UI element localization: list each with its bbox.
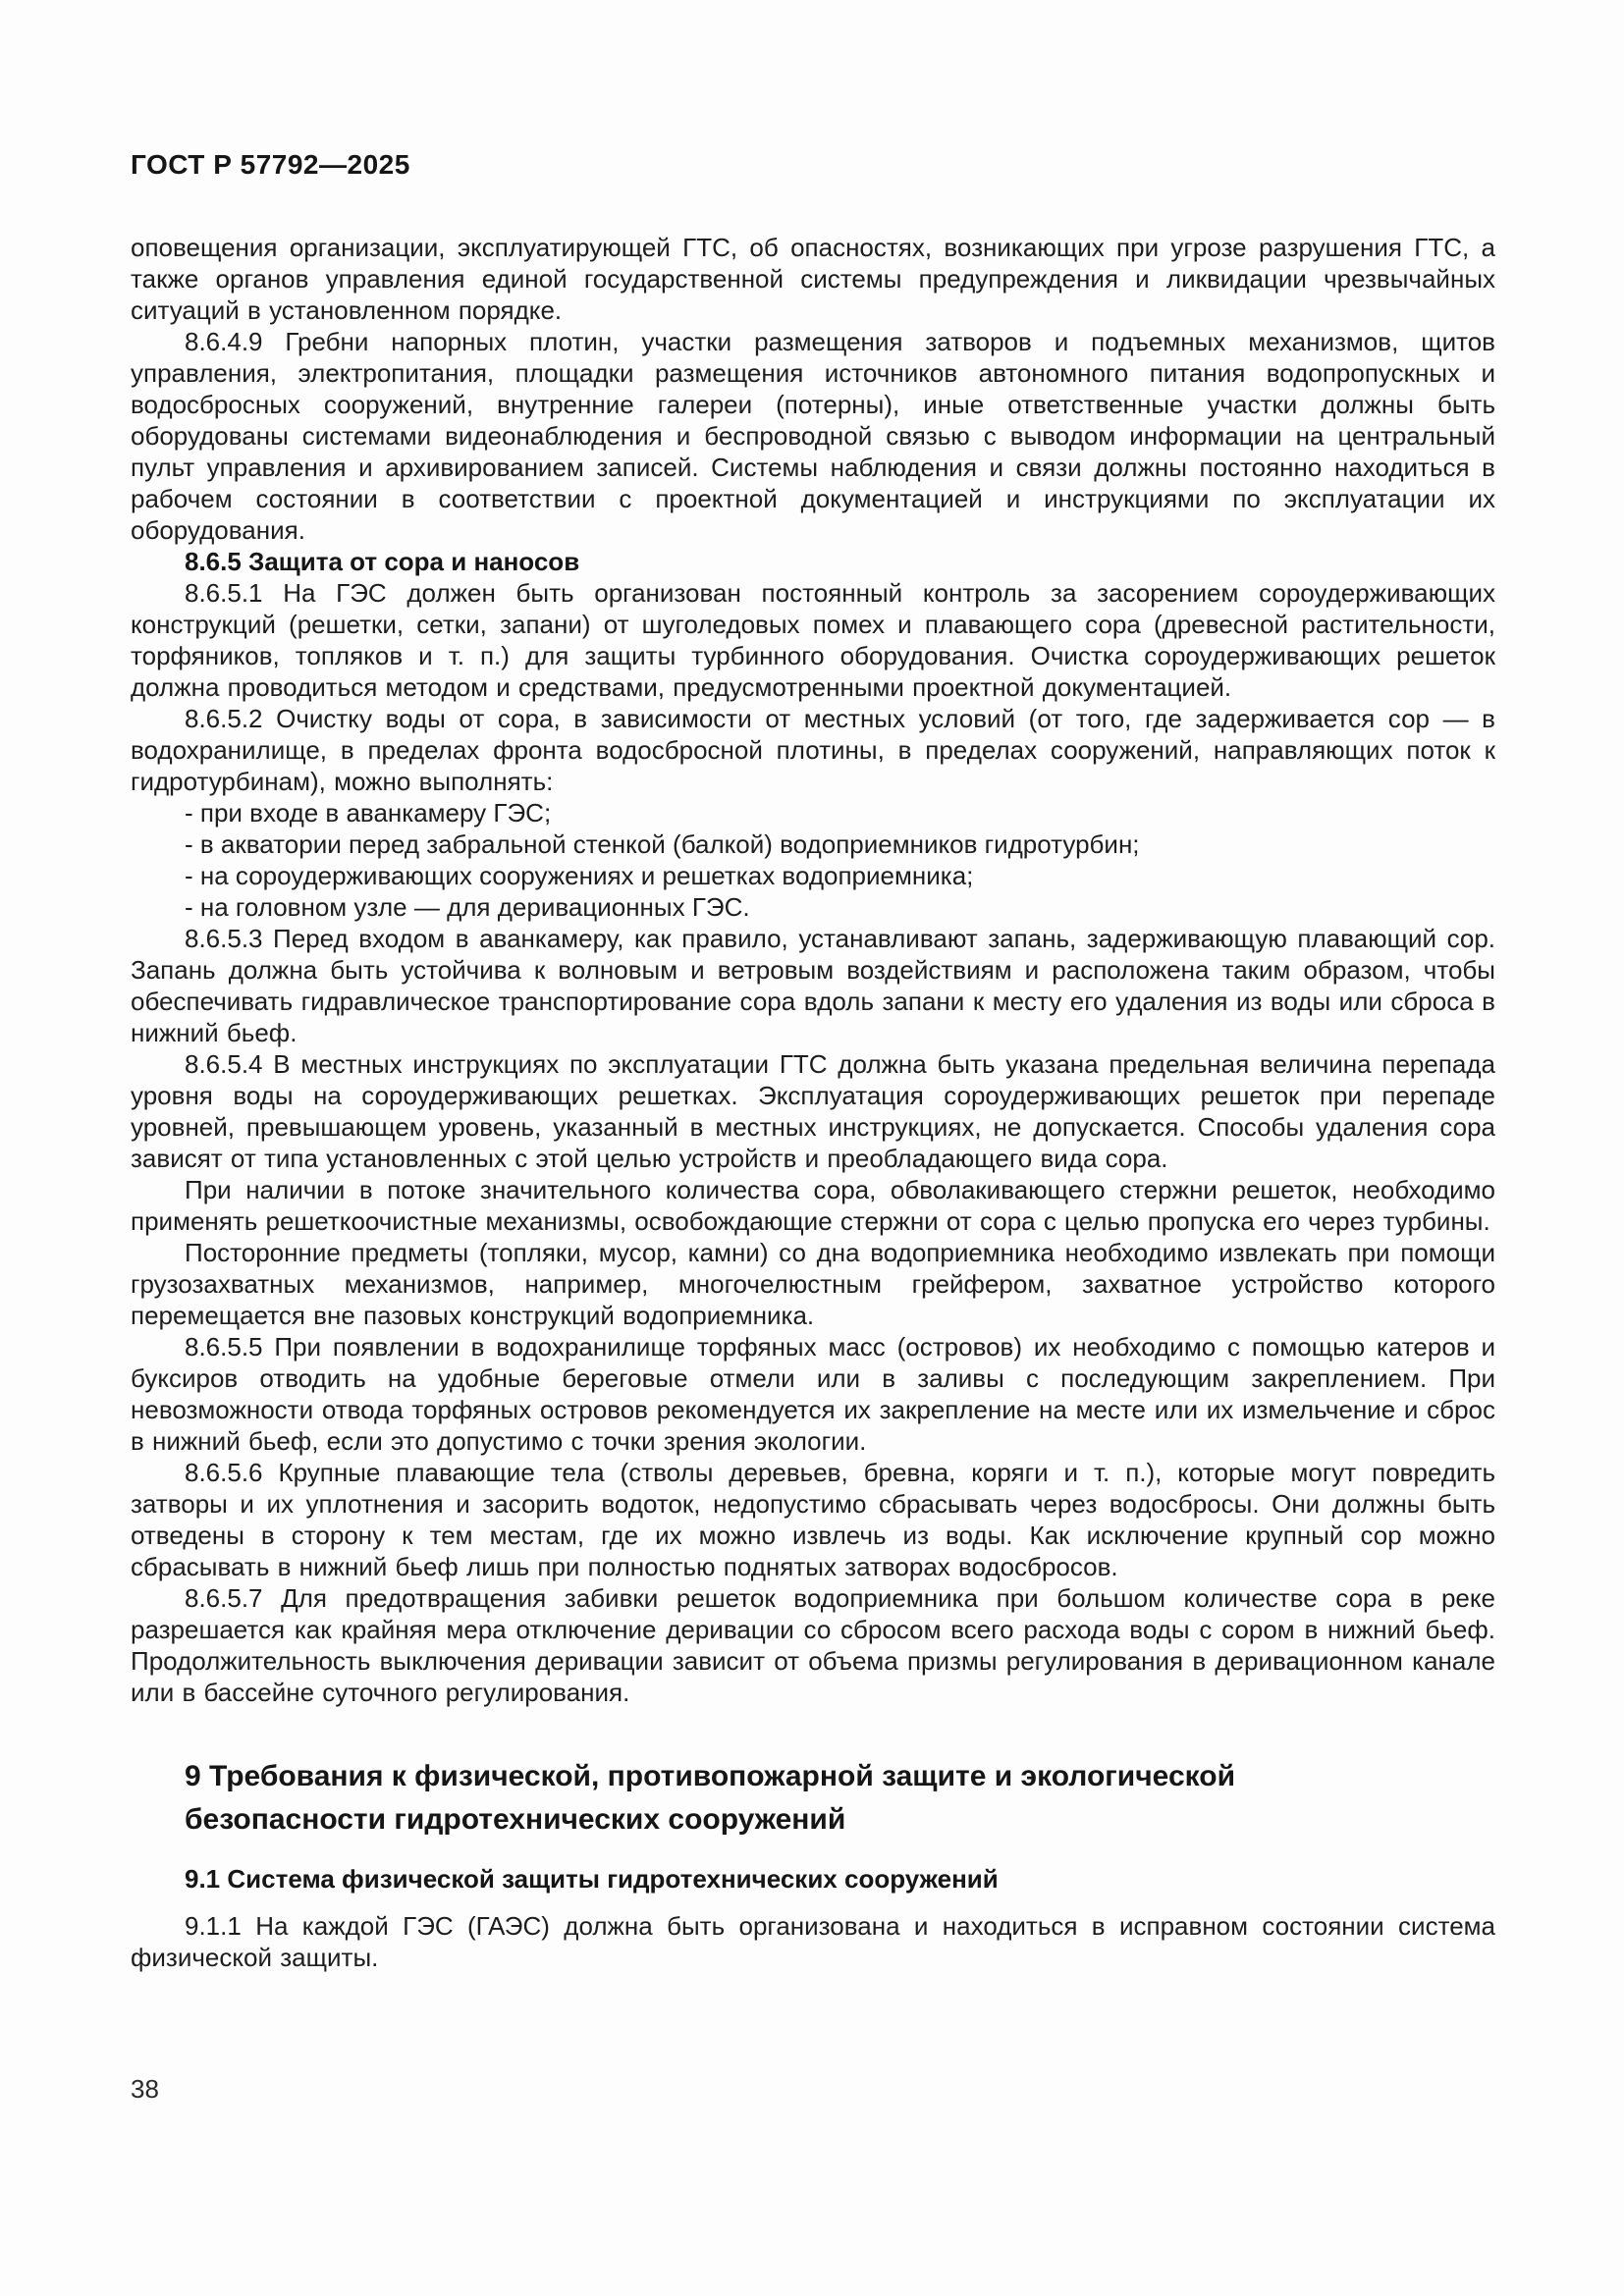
subsection-9-1-heading: 9.1 Система физической защиты гидротехнических сооружений <box>185 1864 999 1894</box>
list-item-sorouderzhivayushchie: - на сороудерживающих сооружениях и решетках водоприемника; <box>185 861 974 890</box>
list-item-avankamera: - при входе в аванкамеру ГЭС; <box>185 798 552 828</box>
paragraph-reshetkoochistnye: При наличии в потоке значительного количества сора, обволакивающего стержни решеток, необходимо применять решеткоочистные механизмы, освобождающие стержни от сора с целью пропуска его через турбины. <box>131 1175 1495 1236</box>
list-item-akvatoria: - в акватории перед забральной стенкой (балкой) водоприемников гидротурбин; <box>185 829 1140 859</box>
doc-number: ГОСТ Р 57792—2025 <box>131 149 410 180</box>
clause-9-1-1: 9.1.1 На каждой ГЭС (ГАЭС) должна быть организована и находиться в исправном состоянии система физической защиты. <box>131 1911 1495 1972</box>
clause-8-6-5-1: 8.6.5.1 На ГЭС должен быть организован постоянный контроль за засорением сороудерживающих конструкций (решетки, сетки, запани) от шуголедовых помех и плавающего сора (древесной растительности, торфяников, топляков и т. п.) для защиты турбинного оборудования. Очистка сороудерживающих решеток должна проводиться методом и средствами, предусмотренными проектной документацией. <box>131 578 1495 702</box>
page-number: 38 <box>131 2074 159 2104</box>
section-9-heading: 9 Требования к физической, противопожарной защите и экологической безопасности гидротехнических сооружений <box>185 1760 1236 1836</box>
paragraph-postoronnie-predmety: Посторонние предметы (топляки, мусор, камни) со дна водоприемника необходимо извлекать при помощи грузозахватных механизмов, например, многочелюстным грейфером, захватное устройство которого перемещается вне пазовых конструкций водоприемника. <box>131 1238 1495 1330</box>
clause-8-6-5-7: 8.6.5.7 Для предотвращения забивки решеток водоприемника при большом количестве сора в реке разрешается как крайняя мера отключение деривации со сбросом всего расхода воды с сором в нижний бьеф. Продолжительность выключения деривации зависит от объема призмы регулирования в деривационном канале или в бассейне суточного регулирования. <box>131 1583 1495 1707</box>
paragraph-continuation: оповещения организации, эксплуатирующей ГТС, об опасностях, возникающих при угрозе разрушения ГТС, а также органов управления единой государственной системы предупреждения и ликвидации чрезвычайных ситуаций в установленном порядке. <box>131 233 1495 325</box>
clause-8-6-5-3: 8.6.5.3 Перед входом в аванкамеру, как правило, устанавливают запань, задерживающую плавающий сор. Запань должна быть устойчива к волновым и ветровым воздействиям и расположена таким образом, чтобы обеспечивать гидравлическое транспортирование сора вдоль запани к месту его удаления из воды или сброса в нижний бьеф. <box>131 924 1495 1047</box>
clause-8-6-5-2: 8.6.5.2 Очистку воды от сора, в зависимости от местных условий (от того, где задерживается сор — в водохранилище, в пределах фронта водосбросной плотины, в пределах сооружений, направляющих поток к гидротурбинам), можно выполнять: <box>131 704 1495 796</box>
heading-8-6-5: 8.6.5 Защита от сора и наносов <box>185 547 580 576</box>
clause-8-6-4-9: 8.6.4.9 Гребни напорных плотин, участки размещения затворов и подъемных механизмов, щитов управления, электропитания, площадки размещения источников автономного питания водопропускных и водосбросных сооружений, внутренние галереи (потерны), иные ответственные участки должны быть оборудованы системами видеонаблюдения и беспроводной связью с выводом информации на центральный пульт управления и архивированием записей. Системы наблюдения и связи должны постоянно находиться в рабочем состоянии в соответствии с проектной документацией и инструкциями по эксплуатации их оборудования. <box>131 327 1495 545</box>
document-body <box>131 232 1495 1973</box>
clause-8-6-5-4: 8.6.5.4 В местных инструкциях по эксплуатации ГТС должна быть указана предельная величина перепада уровня воды на сороудерживающих решетках. Эксплуатация сороудерживающих решеток при перепаде уровней, превышающем уровень, указанный в местных инструкциях, не допускается. Способы удаления сора зависят от типа установленных с этой целью устройств и преобладающего вида сора. <box>131 1049 1495 1173</box>
list-item-golovnoy-uzel: - на головном узле — для деривационных ГЭС. <box>185 892 750 922</box>
clause-8-6-5-6: 8.6.5.6 Крупные плавающие тела (стволы деревьев, бревна, коряги и т. п.), которые могут повредить затворы и их уплотнения и засорить водоток, недопустимо сбрасывать через водосбросы. Они должны быть отведены в сторону к тем местам, где их можно извлечь из воды. Как исключение крупный сор можно сбрасывать в нижний бьеф лишь при полностью поднятых затворах водосбросов. <box>131 1458 1495 1581</box>
clause-8-6-5-5: 8.6.5.5 При появлении в водохранилище торфяных масс (островов) их необходимо с помощью катеров и буксиров отводить на удобные береговые отмели или в заливы с последующим закреплением. При невозможности отвода торфяных островов рекомендуется их закрепление на месте или их измельчение и сброс в нижний бьеф, если это допустимо с точки зрения экологии. <box>131 1332 1495 1456</box>
